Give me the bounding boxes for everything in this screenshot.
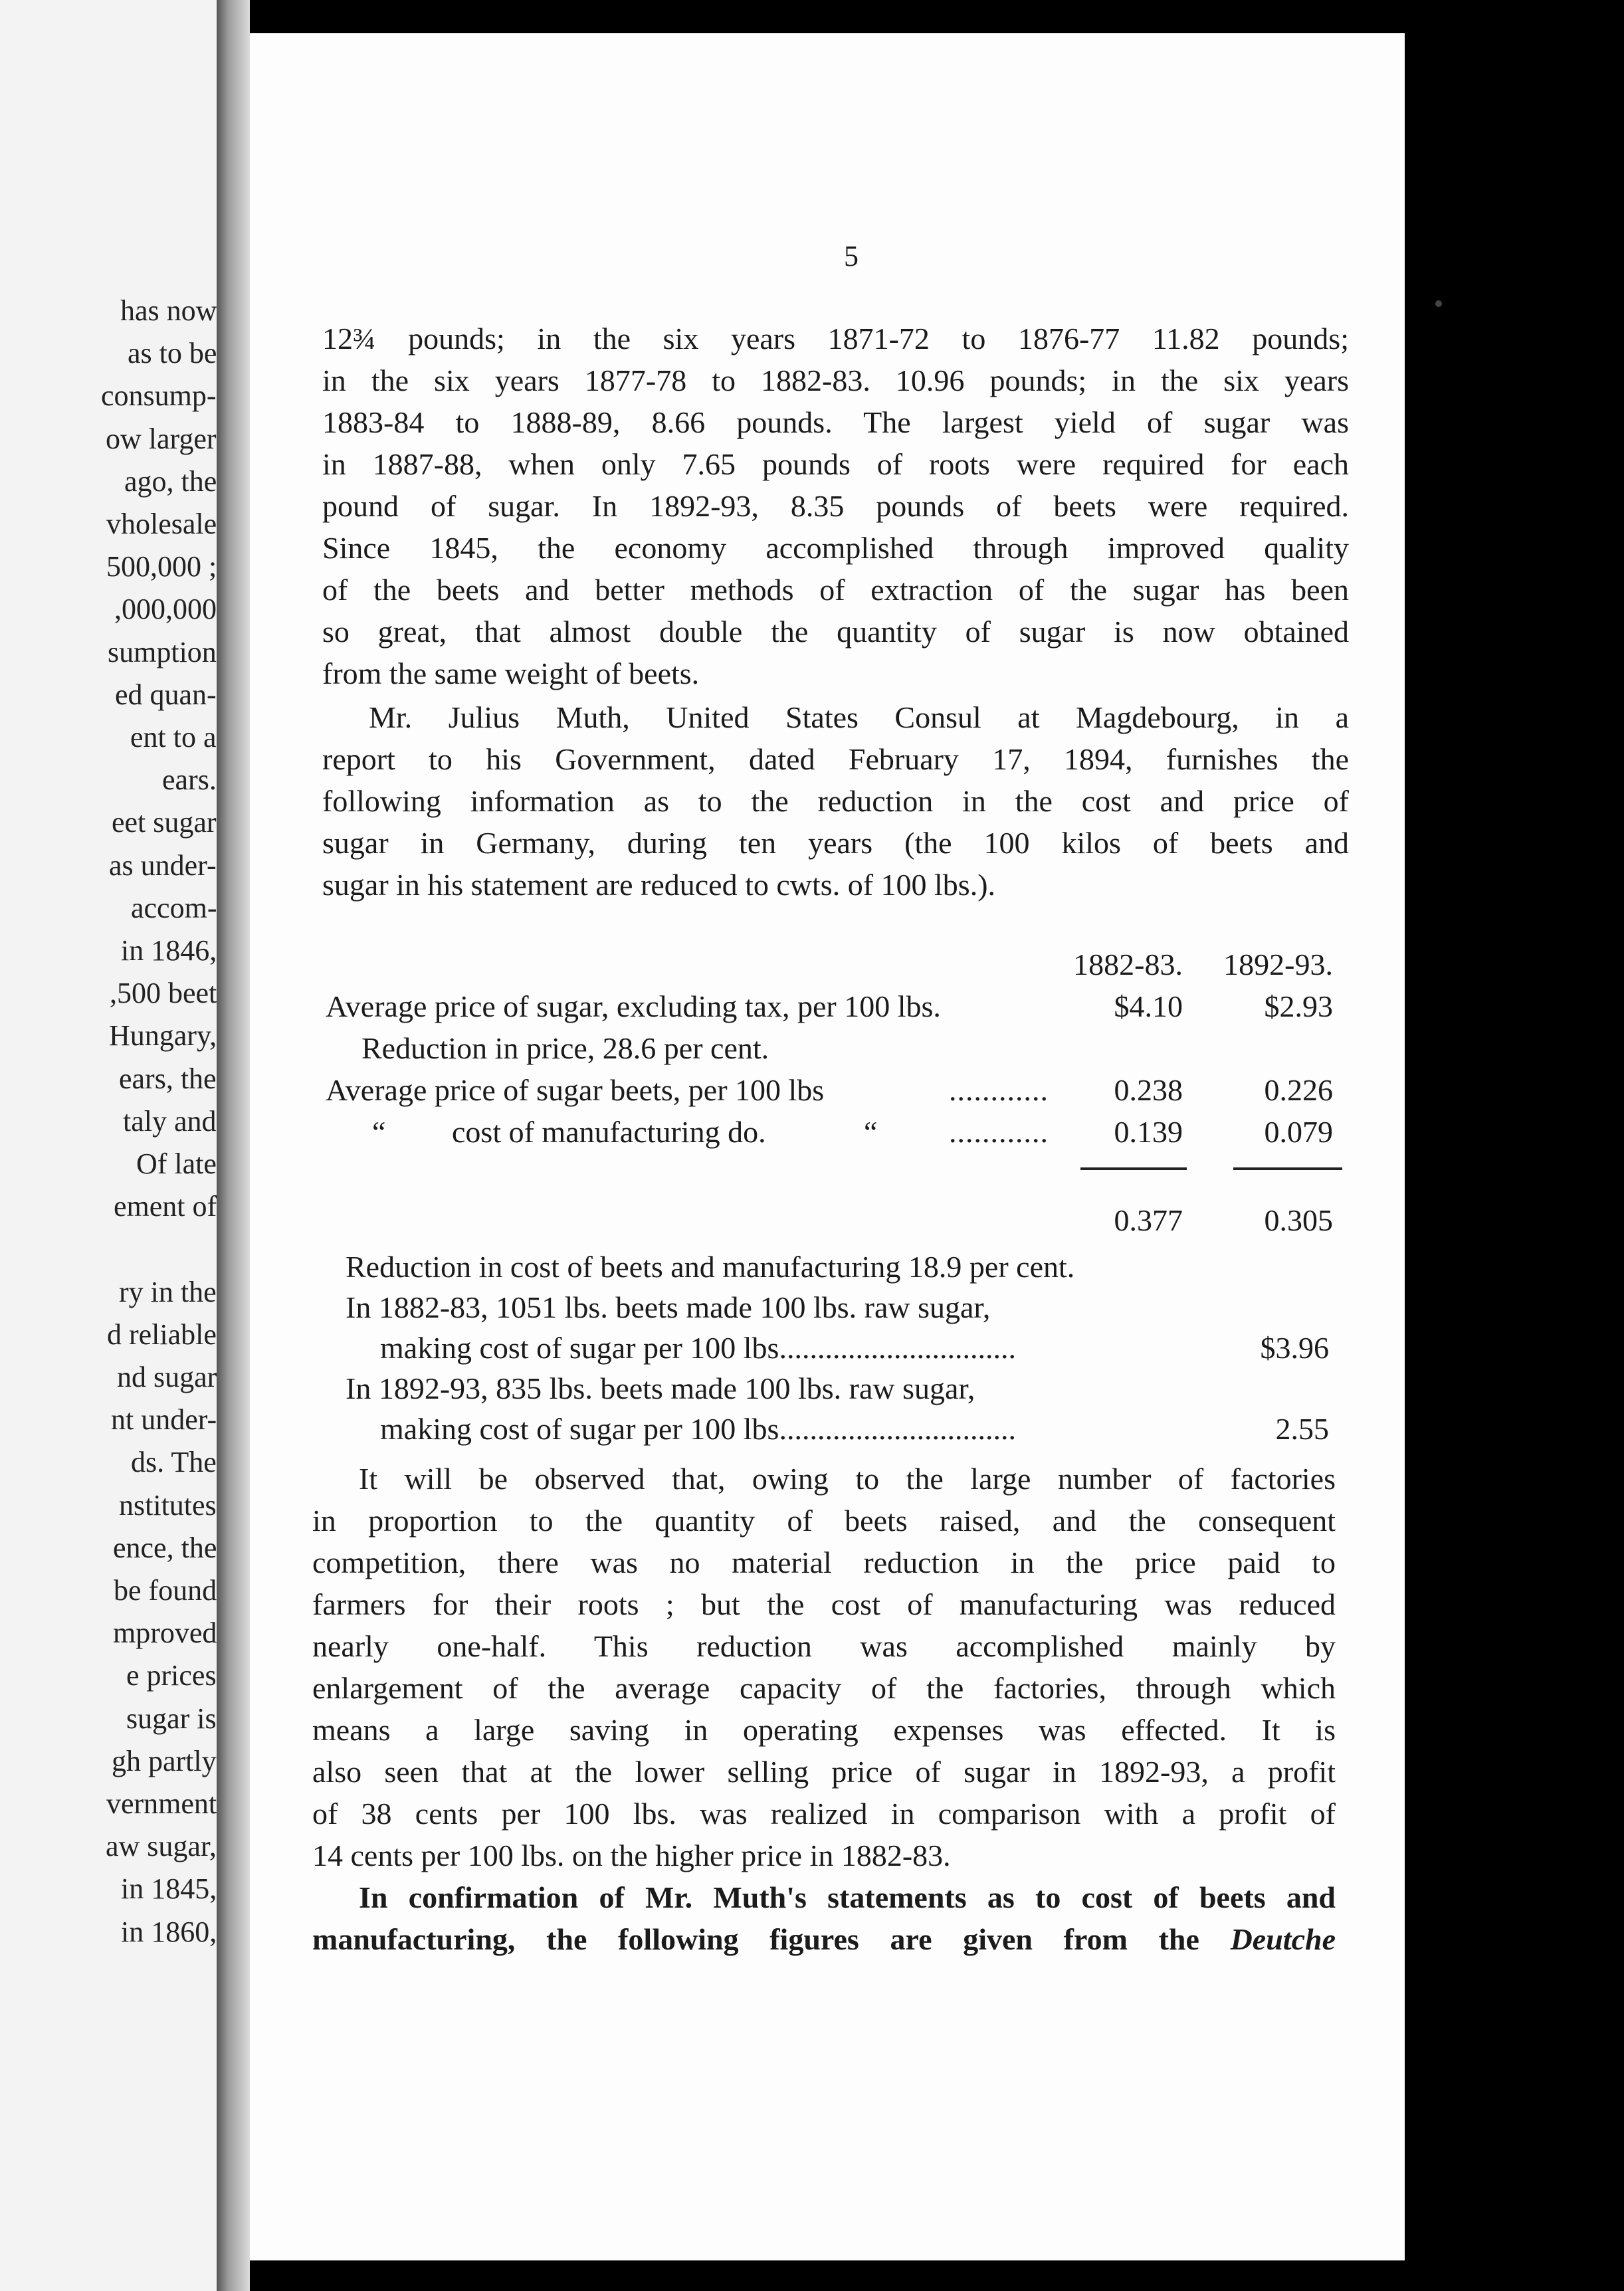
left-page-fragment: 500,000 ;: [106, 550, 217, 583]
row-value-1892: 0.226: [1264, 1073, 1333, 1107]
reduction-text: making cost of sugar per 100 lbs...............................: [380, 1412, 1016, 1446]
text-line: nearly one-half. This reduction was accomplished mainly by: [312, 1629, 1336, 1663]
left-page-fragment: ,000,000: [114, 593, 217, 626]
paragraph-2: [322, 696, 1349, 906]
table-row: [326, 1111, 1342, 1153]
sum-rule: [1080, 1167, 1187, 1170]
left-page-fragment: nt under-: [111, 1403, 217, 1437]
text-line: following information as to the reduction in the cost and price of: [322, 784, 1349, 818]
text-line: from the same weight of beets.: [322, 656, 700, 690]
scan-speck: [1435, 300, 1442, 307]
scan-border: [1405, 0, 1624, 2291]
text-line: farmers for their roots ; but the cost of manufacturing was reduced: [312, 1587, 1336, 1621]
left-page-fragment: taly and: [123, 1104, 217, 1138]
text-line: 1883-84 to 1888-89, 8.66 pounds. The largest yield of sugar was: [322, 405, 1349, 439]
left-page-fragment: sumption: [108, 635, 217, 668]
text-line: In confirmation of Mr. Muth's statements as to cost of beets and: [359, 1880, 1336, 1914]
text-line: sugar in Germany, during ten years (the 100 kilos of beets and: [322, 826, 1349, 860]
left-page-fragment: Of late: [136, 1147, 217, 1180]
text-line: in the six years 1877-78 to 1882-83. 10.96 pounds; in the six years: [322, 363, 1349, 397]
text-line: of 38 cents per 100 lbs. was realized in comparison with a profit of: [312, 1797, 1336, 1831]
left-page-fragment: ds. The: [131, 1446, 217, 1479]
reduction-text: In 1892-93, 835 lbs. beets made 100 lbs. raw sugar,: [346, 1371, 975, 1405]
text-line: so great, that almost double the quantity of sugar is now obtained: [322, 615, 1349, 648]
text-line: of the beets and better methods of extraction of the sugar has been: [322, 573, 1349, 607]
row-value-1892: 0.079: [1264, 1115, 1333, 1149]
left-page-fragment: nstitutes: [119, 1488, 217, 1522]
col-header-1882-83: 1882-83.: [1073, 947, 1183, 981]
left-page-fragment: ed quan-: [115, 678, 217, 711]
ditto-mark: “: [864, 1115, 878, 1149]
final-text: manufacturing, the following figures are given from the: [312, 1922, 1199, 1956]
left-page-fragment: ears, the: [119, 1062, 217, 1095]
left-page-fragment: in 1860,: [121, 1915, 217, 1948]
left-page-fragment: Hungary,: [109, 1019, 217, 1052]
left-page-fragment: be found: [114, 1574, 217, 1607]
reduction-line: [346, 1368, 1329, 1409]
text-line: pound of sugar. In 1892-93, 8.35 pounds of beets were required.: [322, 489, 1349, 523]
sum-rules: [326, 1153, 1342, 1186]
left-page-fragment: as under-: [109, 848, 217, 882]
text-line: enlargement of the average capacity of the factories, through which: [312, 1671, 1336, 1705]
reduction-line: [346, 1409, 1329, 1449]
price-table: [326, 944, 1342, 1241]
left-page-fragment: ement of: [114, 1190, 217, 1223]
left-page-fragment: ry in the: [119, 1275, 217, 1308]
reduction-line: [346, 1328, 1329, 1368]
reduction-amount: 2.55: [1275, 1412, 1329, 1446]
left-page-fragment: ow larger: [106, 422, 217, 455]
leader-dots: ............: [949, 1073, 1049, 1107]
left-page-fragment: eet sugar: [112, 806, 217, 839]
row-label: Reduction in price, 28.6 per cent.: [361, 1031, 769, 1065]
journal-title: Deutche: [1230, 1922, 1336, 1956]
reduction-text: In 1882-83, 1051 lbs. beets made 100 lbs. raw sugar,: [346, 1290, 991, 1324]
left-page-fragment: ,500 beet: [110, 977, 217, 1010]
left-page-fragment: as to be: [128, 337, 217, 370]
left-page-fragment: in 1846,: [121, 934, 217, 967]
text-line: 12¾ pounds; in the six years 1871-72 to 1876-77 11.82 pounds;: [322, 322, 1349, 355]
row-value-1882: 0.139: [1114, 1115, 1183, 1149]
left-page-fragment: ears.: [162, 763, 217, 797]
paragraph-1: [322, 318, 1349, 694]
reduction-line: [346, 1287, 1329, 1328]
reduction-text: Reduction in cost of beets and manufacturing 18.9 per cent.: [346, 1250, 1075, 1284]
row-value-1882: $4.10: [1114, 989, 1183, 1023]
text-line: It will be observed that, owing to the large number of factories: [359, 1462, 1336, 1496]
text-line: means a large saving in operating expenses was effected. It is: [312, 1713, 1336, 1747]
left-page-fragment: accom-: [131, 891, 217, 924]
left-page-fragment: ence, the: [113, 1531, 217, 1564]
reduction-line: [346, 1246, 1329, 1287]
total-1882: 0.377: [1114, 1203, 1183, 1237]
left-page-fragment: has now: [120, 294, 217, 327]
left-page-fragment: e prices: [126, 1659, 217, 1692]
row-label: Average price of sugar, excluding tax, per 100 lbs.: [326, 989, 941, 1023]
left-page-fragment: ent to a: [130, 721, 217, 753]
reduction-block: [346, 1246, 1329, 1449]
left-page-fragment: ago, the: [124, 464, 217, 498]
row-label: cost of manufacturing do.: [452, 1115, 766, 1149]
text-line: in proportion to the quantity of beets raised, and the consequent: [312, 1504, 1336, 1538]
left-page-fragment: consump-: [101, 379, 217, 413]
row-value-1892: $2.93: [1264, 989, 1333, 1023]
left-page-fragment: gh partly: [112, 1744, 217, 1777]
table-total-row: [326, 1199, 1342, 1241]
leader-dots: ............: [949, 1115, 1049, 1149]
text-line: 14 cents per 100 lbs. on the higher price in 1882-83.: [312, 1839, 951, 1872]
table-header-row: [326, 944, 1342, 985]
col-header-1892-93: 1892-93.: [1223, 947, 1333, 981]
left-page-fragment: mproved: [113, 1617, 217, 1650]
ditto-mark: “: [372, 1115, 386, 1149]
left-page-fragment: vernment: [106, 1787, 217, 1820]
row-label: Average price of sugar beets, per 100 lbs: [326, 1073, 825, 1107]
left-page-fragment: d reliable: [107, 1318, 217, 1351]
text-line: report to his Government, dated February 17, 1894, furnishes the: [322, 742, 1349, 776]
table-row: [326, 985, 1342, 1027]
left-page-fragment: nd sugar: [117, 1361, 217, 1393]
text-line: competition, there was no material reduction in the price paid to: [312, 1545, 1336, 1579]
text-line-final: [312, 1918, 1336, 1960]
reduction-amount: $3.96: [1260, 1331, 1329, 1365]
row-value-1882: 0.238: [1114, 1073, 1183, 1107]
text-line: sugar in his statement are reduced to cwts. of 100 lbs.).: [322, 868, 996, 902]
text-line: Since 1845, the economy accomplished through improved quality: [322, 531, 1349, 565]
paragraph-3: [312, 1458, 1336, 1960]
text-line: Mr. Julius Muth, United States Consul at Magdebourg, in a: [369, 700, 1349, 734]
total-1892: 0.305: [1264, 1203, 1333, 1237]
left-facing-page: [0, 0, 217, 2291]
text-line: also seen that at the lower selling price of sugar in 1892-93, a profit: [312, 1755, 1336, 1789]
left-page-fragment: vholesale: [106, 508, 217, 540]
sum-rule: [1233, 1167, 1342, 1170]
reduction-text: making cost of sugar per 100 lbs...............................: [380, 1331, 1016, 1365]
text-line: in 1887-88, when only 7.65 pounds of roots were required for each: [322, 447, 1349, 481]
page-number: 5: [844, 240, 859, 272]
left-page-fragment: aw sugar,: [106, 1830, 217, 1863]
book-gutter: [217, 0, 250, 2291]
table-row: [326, 1069, 1342, 1111]
left-page-fragment: in 1845,: [121, 1872, 217, 1906]
left-page-fragment: sugar is: [126, 1702, 217, 1735]
table-row: [326, 1027, 1342, 1069]
